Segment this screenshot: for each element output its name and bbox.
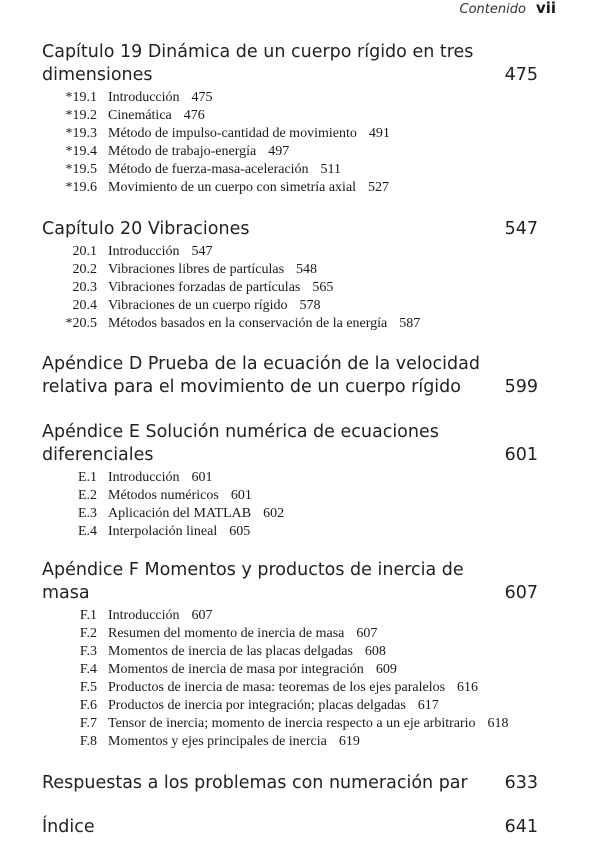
entry-page: 619 [338,734,360,749]
entry-title[interactable]: Introducción [108,470,180,485]
entry-list [42,469,538,541]
entry-page: 527 [368,180,390,195]
entry-page: 476 [183,108,205,123]
toc-entry[interactable] [42,625,538,643]
toc-section [42,816,538,839]
toc-section [42,218,538,333]
entry-page: 608 [364,644,386,659]
entry-title[interactable]: Resumen del momento de inercia de masa [108,626,345,641]
entry-number: F.4 [79,662,97,677]
entry-number: *19.5 [65,162,97,177]
entry-number: E.1 [77,470,97,485]
section-title[interactable]: Apéndice F Momentos y productos de inercia de masa [42,560,464,603]
entry-title[interactable]: Método de fuerza-masa-aceleración [108,162,309,177]
section-page: 633 [504,773,538,793]
entry-title[interactable]: Vibraciones libres de partículas [108,262,285,277]
entry-number: *19.2 [65,108,97,123]
toc-section [42,41,538,197]
section-title[interactable]: Apéndice D Prueba de la ecuación de la velocidad relativa para el movimiento de un cuerpo rígido [42,354,480,397]
entry-number: F.2 [79,626,97,641]
section-page: 599 [504,377,538,397]
entry-title[interactable]: Método de trabajo-energía [108,144,257,159]
section-page: 641 [504,817,538,837]
entry-page: 497 [268,144,290,159]
entry-title[interactable]: Método de impulso-cantidad de movimiento [108,126,357,141]
section-title[interactable]: Índice [42,817,95,837]
entry-list [42,607,538,751]
toc-entry[interactable] [42,315,538,333]
entry-title[interactable]: Vibraciones de un cuerpo rígido [108,298,288,313]
section-heading[interactable] [42,218,538,241]
toc-entry[interactable] [42,661,538,679]
entry-number: E.3 [77,506,97,521]
entry-title[interactable]: Productos de inercia de masa: teoremas de los ejes paralelos [108,680,446,695]
section-page: 475 [504,65,538,85]
entry-number: *19.3 [65,126,97,141]
entry-page: 605 [229,524,251,539]
entry-page: 548 [296,262,318,277]
toc-section [42,421,538,541]
entry-page: 491 [368,126,390,141]
toc-entry[interactable] [42,523,538,541]
entry-title[interactable]: Momentos de inercia de masa por integración [108,662,364,677]
entry-page: 475 [191,90,213,105]
entry-page: 607 [191,608,213,623]
toc-entry[interactable] [42,469,538,487]
toc-entry[interactable] [42,715,538,733]
entry-number: F.3 [79,644,97,659]
toc-entry[interactable] [42,607,538,625]
entry-number: *19.6 [65,180,97,195]
entry-list [42,243,538,333]
toc-section [42,353,538,399]
entry-page: 609 [375,662,397,677]
entry-list [42,89,538,197]
entry-page: 607 [356,626,378,641]
entry-page: 587 [399,316,421,331]
entry-page: 616 [457,680,479,695]
toc-entry[interactable] [42,643,538,661]
toc-entry[interactable] [42,679,538,697]
toc-entry[interactable] [42,297,538,315]
toc-entry[interactable] [42,697,538,715]
entry-title[interactable]: Momentos y ejes principales de inercia [108,734,327,749]
entry-number: *19.1 [65,90,97,105]
toc-entry[interactable] [42,279,538,297]
running-header-label: Contenido [459,2,526,17]
entry-number: F.5 [79,680,97,695]
section-page: 607 [504,583,538,603]
entry-title[interactable]: Cinemática [108,108,172,123]
entry-title[interactable]: Aplicación del MATLAB [108,506,252,521]
section-heading[interactable] [42,353,538,399]
entry-title[interactable]: Interpolación lineal [108,524,218,539]
section-title[interactable]: Capítulo 20 Vibraciones [42,219,250,239]
entry-number: *19.4 [65,144,97,159]
toc-entry[interactable] [42,243,538,261]
entry-title[interactable]: Introducción [108,90,180,105]
entry-title[interactable]: Vibraciones forzadas de partículas [108,280,301,295]
entry-number: 20.2 [72,262,97,277]
toc-entry[interactable] [42,179,538,197]
toc-entry[interactable] [42,125,538,143]
toc-entry[interactable] [42,107,538,125]
entry-page: 617 [417,698,439,713]
entry-number: 20.4 [72,298,97,313]
entry-number: E.2 [77,488,97,503]
toc-entry[interactable] [42,143,538,161]
entry-number: E.4 [77,524,97,539]
entry-number: 20.3 [72,280,97,295]
entry-number: F.8 [79,734,97,749]
toc-entry[interactable] [42,487,538,505]
entry-number: F.1 [79,608,97,623]
entry-title[interactable]: Movimiento de un cuerpo con simetría axial [108,180,357,195]
entry-page: 565 [312,280,334,295]
entry-number: *20.5 [65,316,97,331]
entry-page: 578 [299,298,321,313]
entry-title[interactable]: Momentos de inercia de las placas delgadas [108,644,353,659]
section-title[interactable]: Capítulo 19 Dinámica de un cuerpo rígido en tres dimensiones [42,42,474,85]
section-heading[interactable] [42,421,538,467]
section-heading[interactable] [42,816,538,839]
entry-page: 511 [320,162,342,177]
section-heading[interactable] [42,559,538,605]
running-header [460,0,556,18]
entry-page: 547 [191,244,213,259]
entry-title[interactable]: Introducción [108,608,180,623]
section-title[interactable]: Apéndice E Solución numérica de ecuaciones diferenciales [42,422,439,465]
entry-number: F.7 [79,716,97,731]
entry-page: 601 [191,470,213,485]
toc-section [42,772,538,795]
toc-section [42,559,538,751]
entry-title[interactable]: Productos de inercia por integración; placas delgadas [108,698,406,713]
section-title[interactable]: Respuestas a los problemas con numeración par [42,773,468,793]
toc-entry[interactable] [42,161,538,179]
section-page: 601 [504,445,538,465]
entry-number: 20.1 [72,244,97,259]
entry-title[interactable]: Métodos basados en la conservación de la energía [108,316,388,331]
section-heading[interactable] [42,772,538,795]
entry-page: 602 [263,506,285,521]
toc-entry[interactable] [42,89,538,107]
entry-title[interactable]: Introducción [108,244,180,259]
toc-entry[interactable] [42,505,538,523]
section-heading[interactable] [42,41,538,87]
toc-entry[interactable] [42,261,538,279]
entry-page: 618 [487,716,509,731]
page-number: vii [535,0,556,17]
toc-entry[interactable] [42,733,538,751]
entry-page: 601 [230,488,252,503]
entry-number: F.6 [79,698,97,713]
entry-title[interactable]: Métodos numéricos [108,488,219,503]
entry-title[interactable]: Tensor de inercia; momento de inercia respecto a un eje arbitrario [108,716,476,731]
section-page: 547 [504,219,538,239]
